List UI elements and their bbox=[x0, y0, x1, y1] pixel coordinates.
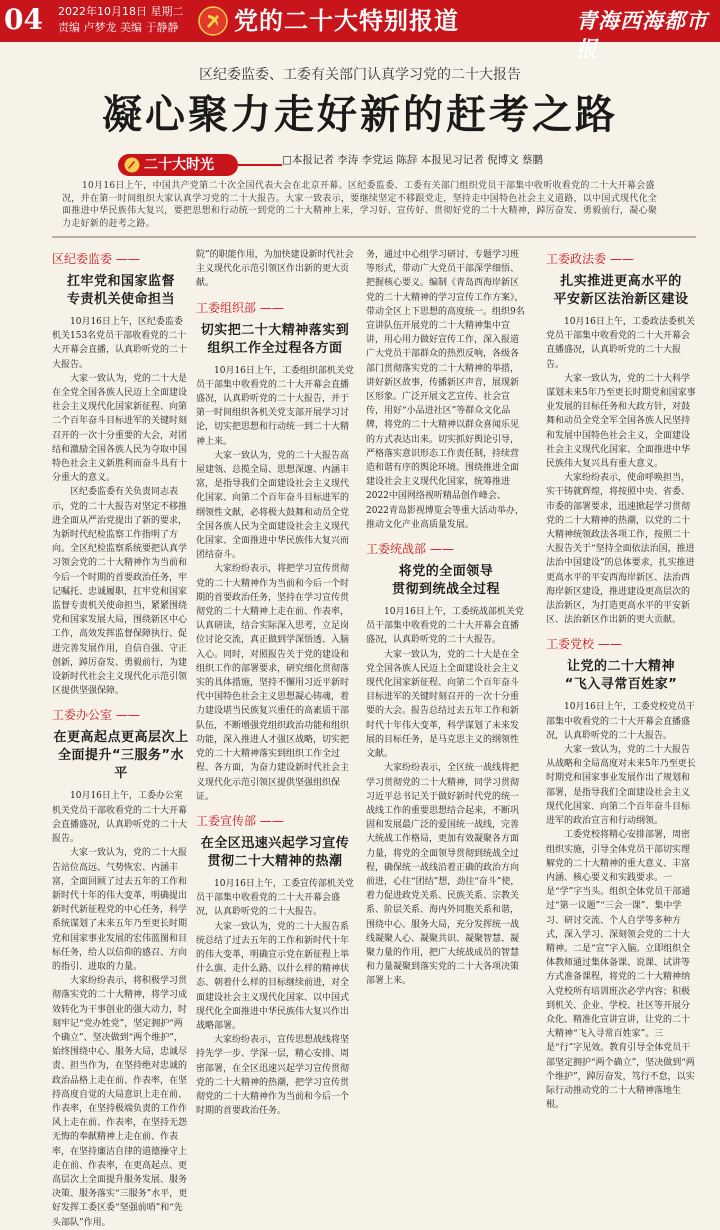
section-title: 扎实推进更高水平的 平安新区法治新区建设 bbox=[553, 274, 689, 307]
badge-divider bbox=[238, 164, 282, 166]
body-paragraph: 大家纷纷表示，将把学习宣传贯彻党的二十大精神作为当前和今后一个时期的首要政治任务，坚持在学习宣传贯彻党的二十大精神上走在前、作表率，认真研读，结合实际深入思考，立足岗位讨论交流，真正做到学深悟透、入脑入心。同时，对照报告关于党的建设和组织工作的部署要求，研究细化贯彻落实的具体措施，坚持不懈用习近平新时代中国特色社会主义思想凝心铸魂，着力建设堪当民族复兴重任的高素质干部队伍，不断增强党组织政治功能和组织功能，深入推进人才强区战略，切实把党的二十大精神落实到组织工作全过程、各方面，为奋力建设新时代社会主义现代化示范引领区提供坚强组织保证。 bbox=[196, 564, 350, 802]
category-dash-decoration: —— bbox=[256, 813, 284, 828]
section-category bbox=[546, 250, 696, 267]
badge-label: 二十大时光 bbox=[144, 157, 214, 173]
section-category-label: 工委政法委 bbox=[546, 252, 607, 266]
divider bbox=[52, 236, 696, 238]
article-section bbox=[366, 540, 526, 988]
body-paragraph: 大家纷纷表示，将积极学习贯彻落实党的二十大精神，将学习成效转化为干事创业的强大动力，时刻牢记“党办姓党”，坚定拥护“两个确立”、坚决做到“两个维护”，始终围绕中心、服务大局，忠诚尽责、担当作为，在坚持绝对忠诚的政治品格上走在前、作表率，在坚持高度自觉的大局意识上走在前、作表率，在坚持极端负责的工作作风上走在前、作表率，在坚持无怨无悔的奉献精神上走在前、作表率，在坚持廉洁自律的道德操守上走在前、作表率，在更高起点、更高层次上全面提升服务发展、服务决策、服务落实“三服务”水平，更好发挥工委区委“坚强前哨”和“先头部队”作用。 bbox=[52, 976, 188, 1228]
page-number: 04 bbox=[4, 3, 43, 36]
section-title: 党的二十大特别报道 bbox=[234, 7, 459, 35]
body-paragraph: 大家一致认为，党的二十大是在全党全国各族人民迈上全面建设社会主义现代化国家新征程、向第二个百年奋斗目标进军的关键时刻召开的一次十分重要的大会。报告总结过去五年工作和新时代十年伟大变革，科学谋划了未来发展的目标任务，是马克思主义的纲领性文献。 bbox=[366, 649, 520, 760]
section-category-label: 工委党校 bbox=[546, 637, 595, 652]
article-section bbox=[52, 250, 190, 698]
section-category-label: 区纪委监委 bbox=[52, 252, 113, 266]
category-dash-decoration: —— bbox=[426, 542, 454, 557]
body-paragraph: 10月16日上午，工委组织部机关党员干部集中收看党的二十大开幕会直播盛况，认真聆听党的二十大报告，并于第一时间组织各机关党支部开展学习讨论，切实把思想和行动统一到二十大精神上来。 bbox=[196, 365, 354, 447]
lead-paragraph: 10月16日上午，中国共产党第二十次全国代表大会在北京开幕。区纪委监委、工委有关部门组织党员干部集中收听收看党的二十大开幕会盛况，并在第一时间组织大家认真学习党的二十大报告。大家一致表示，要继续坚定不移跟党走，坚持走中国特色社会主义道路，以中国式现代化全面推进中华民族伟大复兴，要把思想和行动统一到党的二十大精神上来，学习好、宣传好、贯彻好党的二十大精神，踔厉奋发、勇毅前行，凝心聚力走好新的赶考之路。 bbox=[62, 181, 658, 229]
article-section bbox=[366, 248, 526, 532]
category-dash-decoration: —— bbox=[256, 300, 284, 315]
section-title: 在全区迅速兴起学习宣传 贯彻二十大精神的热潮 bbox=[200, 835, 350, 869]
body-paragraph: 10月16日上午，区纪委监委机关153名党员干部收看党的二十大开幕会直播，认真聆听党的二十大报告。 bbox=[52, 317, 188, 370]
body-paragraph: 10月16日上午，工委政法委机关党员干部集中收看党的二十大开幕会直播盛况，认真聆听党的二十大报告。 bbox=[546, 317, 695, 370]
article-column-1 bbox=[52, 248, 190, 1228]
body-paragraph: 院”的职能作用，为加快建设新时代社会主义现代化示范引领区作出新的更大贡献。 bbox=[196, 250, 354, 289]
section-title: 扛牢党和国家监督 专责机关使命担当 bbox=[66, 274, 175, 307]
section-category bbox=[196, 299, 354, 316]
section-category-label: 工委组织部 bbox=[196, 300, 257, 315]
category-dash-decoration: —— bbox=[594, 637, 622, 652]
body-paragraph: 大家一致认为，党的二十大是在全党全国各族人民迈上全面建设社会主义现代化国家新征程、向第二个百年奋斗目标进军的关键时刻召开的一次十分重要的大会，对团结和激励全国各族人民为夺取中国特色社会主义新胜利而奋斗具有十分重大的意义。 bbox=[52, 373, 188, 484]
body-paragraph: 10月16日上午，工委统战部机关党员干部集中收看党的二十大开幕会直播盛况，认真聆听党的二十大报告。 bbox=[366, 607, 524, 646]
section-category bbox=[366, 540, 526, 557]
article-section bbox=[546, 250, 696, 627]
article-section bbox=[196, 812, 354, 1118]
body-paragraph: 10月16日上午，工委宣传部机关党员干部集中收看党的二十大开幕会盛况，认真聆听党的二十大报告。 bbox=[196, 878, 354, 918]
section-category-label: 工委宣传部 bbox=[196, 813, 257, 828]
section-category-label: 工委办公室 bbox=[52, 708, 113, 723]
body-paragraph: 工委党校将精心安排部署，周密组织实施，引导全体党员干部切实理解党的二十大精神的重大意义、丰富内涵、核心要义和实践要求。一是“学”字当头。组织全体党员干部通过“第一议题”“三会一课”、集中学习、研讨交流、个人自学等多种方式，深入学习、深刻领会党的二十大精神。二是“宣”字入脑。立即组织全体教师通过集体备课、说课、试讲等方式准备课程，将党的二十大精神纳入党校所有培训班次必学内容；积极到机关、企业、学校、社区等开展分众化、精准化宣讲宣讲，让党的二十大精神“飞入寻常百姓家”。三是“行”字见效。教育引导全体党员干部坚定拥护“两个确立”，坚决做到“两个维护”，踔厉奋发，笃行不怠，以实际行动推动党的二十大精神落地生根。 bbox=[546, 830, 695, 1111]
section-category bbox=[546, 635, 696, 652]
body-paragraph: 大家纷纷表示，全区统一战线将把学习贯彻党的二十大精神，同学习贯彻习近平总书记关于做好新时代党的统一战线工作的重要思想结合起来，不断巩固和发展最广泛的爱国统一战线，完善大统战工作格局，更加有效凝聚各方面力量，将党的全面领导贯彻到统战全过程，确保统一战线沿着正确的政治方向前进，心往“团结”想，劲往“奋斗”使，着力促进政党关系、民族关系、宗教关系、阶层关系、海内外同胞关系和谐，围绕中心、服务大局，充分发挥统一战线凝聚人心、凝聚共识、凝聚智慧、凝聚力量的作用，把广大统战成员的智慧和力量凝聚到落实党的二十大各项决策部署上来。 bbox=[366, 763, 520, 987]
column-badge bbox=[118, 154, 238, 176]
editor-credits: 责编 卢梦龙 美编 于静静 bbox=[58, 21, 179, 34]
section-title: 切实把二十大精神落实到 组织工作全过程各方面 bbox=[200, 322, 350, 356]
article-section bbox=[52, 706, 190, 1229]
article-column-3 bbox=[366, 248, 526, 1088]
body-paragraph: 10月16日上午，工委党校党员干部集中收看党的二十大开幕会直播盛况，认真聆听党的二十大报告。 bbox=[546, 702, 695, 741]
article-column-4 bbox=[546, 248, 696, 1111]
body-paragraph: 大家一致认为，党的二十大科学谋划未来5年乃至更长时期党和国家事业发展的目标任务和大政方针，对鼓舞和动员全党全军全国各族人民坚持和发展中国特色社会主义，全面建设社会主义现代化国家、全面推进中华民族伟大复兴具有重大意义。 bbox=[546, 373, 696, 470]
section-category bbox=[52, 706, 190, 723]
body-paragraph: 大家一致认为，党的二十大报告系统总结了过去五年的工作和新时代十年的伟大变革，明确宣示党在新征程上举什么旗、走什么路、以什么样的精神状态、朝着什么样的目标继续前进，对全面建设社会主义现代化国家、以中国式现代化全面推进中华民族伟大复兴作出战略部署。 bbox=[196, 921, 350, 1031]
paper-logo: 青海西海都市报 bbox=[576, 8, 708, 61]
party-emblem-icon bbox=[198, 6, 228, 36]
headline-title: 凝心聚力走好新的赶考之路 bbox=[102, 92, 618, 138]
section-category bbox=[196, 812, 354, 829]
byline: □本报记者 李涛 李党运 陈辞 本报见习记者 倪博文 蔡鹏 bbox=[282, 154, 543, 166]
category-dash-decoration: —— bbox=[606, 252, 634, 266]
category-dash-decoration: —— bbox=[112, 708, 140, 723]
section-title: 让党的二十大精神 “飞入寻常百姓家” bbox=[564, 659, 678, 693]
body-paragraph: 大家纷纷表示，使命呼唤担当，实干铸就辉煌，将按照中央、省委、市委的部署要求，迅速掀起学习贯彻党的二十大精神的热潮，以党的二十大精神统领政法各项工作，按照二十大报告关于“坚持全面依法治国，推进法治中国建设”的总体要求，扎实推进更高水平的平安西海岸新区、法治西海岸新区建设，推进建设更高层次的法治新区，为打造更高水平的平安新区、法治新区作出新的更大贡献。 bbox=[546, 473, 695, 626]
article-section bbox=[546, 635, 696, 1112]
body-paragraph: 大家一致认为，党的二十大报告高屋建瓴、总揽全局、思想深邃、内涵丰富，是指导我们全面建设社会主义现代化国家、向第二个百年奋斗目标进军的纲领性文献，必将极大鼓舞和动员全党全国各族人民为全面建设社会主义现代化国家、全面推进中华民族伟大复兴而团结奋斗。 bbox=[196, 450, 350, 561]
issue-date: 2022年10月18日 星期二 bbox=[58, 5, 184, 18]
body-paragraph: 务，通过中心组学习研讨、专题学习班等形式，带动广大党员干部深学细悟、把握核心要义。编制《青岛西海岸新区党的二十大精神的学习宣传工作方案》，带动全区上下思想的高度统一。组织9名宣讲队伍开展党的二十大精神集中宣讲，用心用力做好宣传工作，深入报道广大党员干部群众的热烈反响，各级各部门贯彻落实党的二十大精神的举措，讲好新区故事，传播新区声音，展现新区形象。广泛开展文艺宣传、社会宣传，用好“小品进社区”等群众文化品牌，将党的二十大精神以群众喜闻乐见的方式表达出来。切实抓好舆论引导，严格落实意识形态工作责任制，持续营造和谐有序的舆论环境。围绕推进全面建设社会主义现代化国家，统筹推进2022中国网络视听精品创作峰会、2022青岛影视博览会等重大活动举办，推动文化产业高质量发展。 bbox=[366, 250, 525, 530]
section-title: 在更高起点更高层次上 全面提升“三服务”水平 bbox=[53, 730, 189, 782]
article-column-2 bbox=[196, 248, 354, 1117]
category-dash-decoration: —— bbox=[112, 252, 140, 266]
section-category bbox=[52, 250, 190, 267]
body-paragraph: 大家一致认为，党的二十大报告站位高远、气势恢宏、内涵丰富，全面回顾了过去五年的工作和新时代十年的伟大变革，明确提出新时代新征程党的中心任务，科学系统谋划了未来五年乃至更长时期党和国家事业发展的宏伟蓝图和目标任务，给人以信仰的感召、方向的指引、进取的力量。 bbox=[52, 848, 188, 972]
headline-kicker: 区纪委监委、工委有关部门认真学习党的二十大报告 bbox=[199, 67, 521, 83]
body-paragraph: 大家纷纷表示，宣传思想战线将坚持先学一步、学深一层，精心安排、周密部署，在全区迅速兴起学习宣传贯彻党的二十大精神的热潮，把学习宣传贯彻党的二十大精神作为当前和今后一个时期的首要政治任务。 bbox=[196, 1035, 350, 1117]
article-section bbox=[196, 248, 354, 291]
party-emblem-icon bbox=[124, 157, 140, 173]
section-category-label: 工委统战部 bbox=[366, 542, 427, 557]
masthead bbox=[0, 0, 720, 61]
body-paragraph: 大家一致认为，党的二十大报告从战略和全局高度对未来5年乃至更长时期党和国家事业发展作出了规划和部署，是指导我们全面建设社会主义现代化国家、向第二个百年奋斗目标进军的政治宣言和行动纲领。 bbox=[546, 745, 696, 827]
article-section bbox=[196, 299, 354, 804]
body-paragraph: 10月16日上午，工委办公室机关党员干部收看党的二十大开幕会直播盛况，认真聆听党的二十大报告。 bbox=[52, 791, 188, 845]
section-title: 将党的全面领导 贯彻到统战全过程 bbox=[391, 564, 500, 598]
body-paragraph: 区纪委监委有关负责同志表示，党的二十大报告对坚定不移推进全面从严治党提出了新的要求，为新时代纪检监察工作指明了方向。全区纪检监察系统要把认真学习领会党的二十大精神作为当前和今后一个时期的首要政治任务，牢记嘱托、忠诚履职，扛牢党和国家监督专责机关使命担当，紧紧围绕党和国家发展大局，围绕新区中心工作，高效发挥监督保障执行、促进完善发展作用，自信自强、守正创新，踔厉奋发、勇毅前行，为建设新时代社会主义现代化示范引领区提供坚强保障。 bbox=[52, 487, 188, 697]
